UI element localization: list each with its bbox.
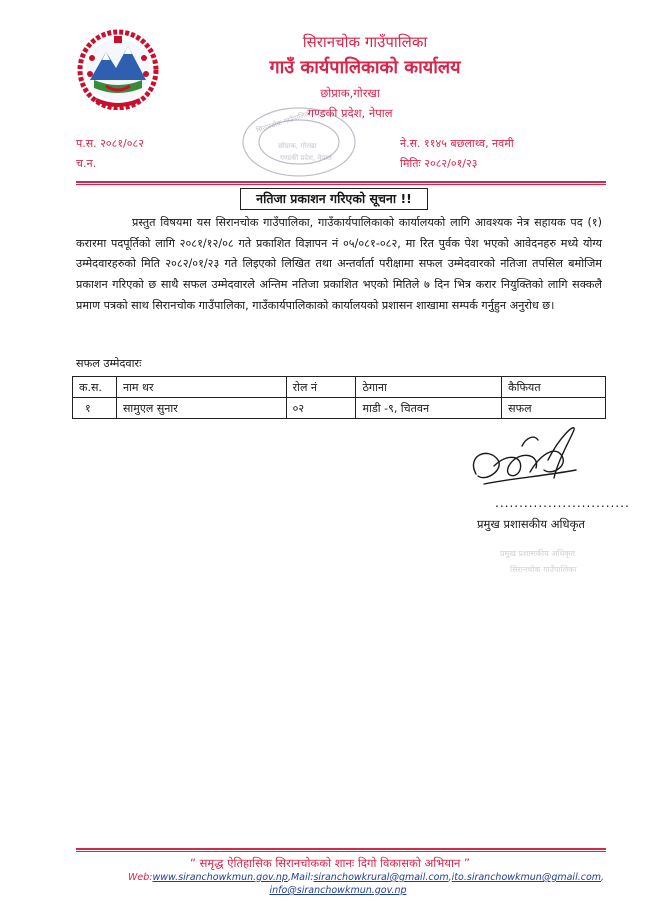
address-line-2: गण्डकी प्रदेश, नेपाल (307, 106, 393, 120)
header-divider-thin (76, 184, 606, 185)
table-header-row (73, 377, 606, 398)
website-link[interactable]: www.siranchowkmun.gov.np (152, 872, 288, 883)
web-prefix: Web: (128, 872, 153, 883)
email-link-1[interactable]: siranchowkrural@gmail.com (313, 872, 449, 883)
nepal-sambat-date: ने.स. ११४५ बछलाथ्व, नवमी (400, 137, 514, 150)
municipality-name: सिरानचोक गाउँपालिका (302, 33, 428, 51)
officer-title: प्रमुख प्रशासकीय अधिकृत (477, 517, 585, 531)
svg-text:सिरानचोक गाउँपालिका: सिरानचोक गाउँपालिका (255, 109, 313, 135)
cell-name: सामुएल सुनार (116, 398, 286, 419)
col-header-remarks: कैफियत (502, 377, 606, 398)
cell-remarks: सफल (502, 398, 606, 419)
svg-text:सिरानचोक गाउँपालिका: सिरानचोक गाउँपालिका (510, 565, 577, 574)
email-link-3[interactable]: info@siranchowkmun.gov.np (269, 885, 407, 896)
footer-divider (76, 848, 606, 850)
col-header-serial: क.स. (73, 377, 117, 398)
notice-body: प्रस्तुत विषयमा यस सिरानचोक गाउँपालिका, गाउँकार्यपालिकाको कार्यालयको लागि आवश्यक नेत्र सहायक पद (१) करारमा पदपूर्तिको लागि २०८१/१२/०८ गते प्रकाशित विज्ञापन नं ०५/०८१-०८२, मा रित पुर्वक पेश भएको आवेदनहरु मध्ये योग्य उम्मेदवारहरुको मिति २०८२/०१/२३ गते लिइएको लिखित तथा अन्तर्वार्ता परीक्षामा सफल उम्मेदवारको नतिजा तपसिल बमोजिम प्रकाशन गरिएको छ साथै सफल उम्मेदवारले अन्तिम नतिजा प्रकाशित भएको मितिले ७ दिन भित्र करार नियुक्तिको लागि सक्कलै प्रमाण पत्रको साथ सिरानचोक गाउँपालिका, गाउँकार्यपालिकाको कार्यालयको प्रशासन शाखामा सम्पर्क गर्नुहुन अनुरोध छ। (76, 216, 602, 312)
footer-slogan: “ समृद्ध ऐतिहासिक सिरानचोकको शानः दिगो विकासको अभियान ” (190, 856, 470, 870)
dispatch-number: च.न. (76, 157, 97, 170)
office-stamp-seal (238, 104, 360, 180)
cell-roll: ०२ (286, 398, 356, 419)
signature-line: ............................ (495, 496, 630, 510)
header-divider (76, 181, 606, 183)
col-header-roll: रोल नं (286, 377, 356, 398)
cell-serial: १ (73, 398, 117, 419)
col-header-name: नाम थर (116, 377, 286, 398)
footer-divider-thin (76, 851, 606, 852)
svg-text:प्रमुख प्रशासकीय अधिकृत: प्रमुख प्रशासकीय अधिकृत (500, 549, 576, 558)
results-table (72, 376, 606, 419)
notice-title: नतिजा प्रकाशन गरिएको सूचना !! (240, 188, 428, 210)
letter-date: मितिः २०८२/०१/२३ (400, 157, 478, 170)
address-line-1: छोप्राक,गोरखा (320, 86, 380, 100)
col-header-address: ठेगाना (356, 377, 502, 398)
footer-contacts: Web:www.siranchowkmun.gov.np,Mail:siranchowkrural@gmail.com,ito.siranchowkmun@gmail.com, info@siranchowkmun.gov.np (128, 872, 605, 896)
handwritten-signature (464, 416, 584, 494)
svg-text:गण्डकी प्रदेश, नेपाल: गण्डकी प्रदेश, नेपाल (280, 154, 332, 162)
email-link-2[interactable]: ito.siranchowkmun@gmail.com (451, 872, 602, 883)
successful-candidates-label: सफल उम्मेदवारः (76, 357, 142, 370)
cell-address: माडी -९, चितवन (356, 398, 502, 419)
mail-prefix: ,Mail: (287, 872, 314, 883)
faded-officer-stamp (496, 540, 596, 584)
office-name: गाउँ कार्यपालिकाको कार्यालय (269, 57, 461, 78)
reference-number: प.स. २०८१/०८२ (76, 137, 144, 150)
nepal-emblem-logo (76, 28, 160, 110)
svg-text:छोप्राक, गोरखा: छोप्राक, गोरखा (278, 142, 317, 150)
